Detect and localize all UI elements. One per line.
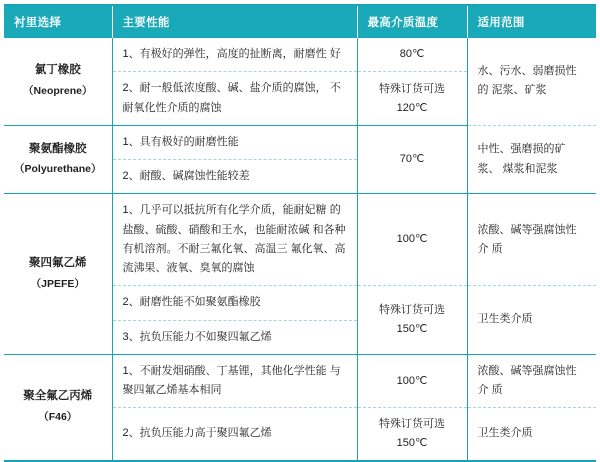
scope-cell (467, 125, 596, 194)
performance-line: 2、耐磨性能不如聚氨酯橡胶 (122, 296, 261, 309)
performance-line: 2、抗负压能力高于聚四氟乙烯 (122, 427, 272, 440)
scope-line: 质 (491, 242, 503, 255)
lining-name-cn: 聚氨酯橡胶 (29, 142, 87, 155)
lining-name-en: （Polyurethane） (14, 163, 102, 176)
scope-line: 泥浆、矿浆 (491, 84, 547, 97)
scope-line: 卫生类介质 (477, 427, 533, 440)
scope-line: 水、污水、弱磨损性的 (477, 65, 577, 97)
column-header-scope: 适用范围 (467, 5, 596, 38)
scope-line: 质 (491, 384, 503, 396)
max-temp-note: 特殊订货可选 (379, 304, 445, 317)
performance-line: 的盐酸、硫酸、硝酸和王水，也能耐浓碱 (122, 204, 341, 236)
scope-line: 浓酸、碱等强腐蚀性介 (477, 364, 577, 396)
max-temp-value: 150℃ (396, 436, 428, 449)
scope-cell (467, 194, 596, 286)
performance-cell (112, 354, 357, 408)
column-header-lining: 衬里选择 (4, 5, 112, 38)
scope-line: 浓酸、碱等强腐蚀性介 (477, 223, 577, 255)
scope-cell (467, 408, 596, 461)
max-temp-value: 80℃ (399, 48, 425, 61)
performance-cell (112, 320, 357, 354)
lining-name-cell (4, 125, 112, 194)
performance-line: 2、耐一般低浓度酸、碱、盐介质的腐蚀， (122, 82, 327, 95)
max-temp-value: 70℃ (399, 153, 425, 166)
performance-line: 和各种有机溶剂。不耐三氟化氧、高温三 (122, 223, 346, 255)
max-temp-value: 150℃ (396, 323, 428, 335)
table-row (4, 38, 596, 72)
scope-line: 煤浆和泥浆 (502, 162, 558, 175)
performance-cell (112, 72, 357, 126)
table-body (4, 38, 596, 461)
max-temp-cell (357, 72, 467, 126)
performance-line: 氟化氧、高流沸果、液氧、臭氧的腐蚀 (122, 242, 346, 274)
scope-line: 中性、强磨损的矿浆、 (477, 143, 566, 175)
max-temp-note: 特殊订货可选 (379, 82, 445, 95)
max-temp-cell (357, 286, 467, 355)
lining-name-cn: 聚全氟乙丙烯 (23, 390, 93, 403)
max-temp-value: 120℃ (396, 101, 428, 114)
performance-line: 2、耐酸、碱腐蚀性能较差 (122, 170, 250, 182)
table-header-row (4, 5, 596, 38)
performance-cell (112, 286, 357, 320)
lining-name-en: （JPEFE） (30, 277, 85, 290)
performance-line: 1、有极好的弹性，高度的扯断离，耐磨性 (122, 48, 327, 60)
table-row (4, 194, 596, 286)
column-header-max-temp: 最高介质温度 (357, 5, 467, 38)
lining-name-en: （F46） (38, 411, 78, 424)
scope-cell (467, 354, 596, 408)
max-temp-value: 100℃ (396, 233, 428, 246)
lining-name-cn: 氯丁橡胶 (34, 64, 81, 77)
performance-line: 3、抗负压能力不如聚四氟乙烯 (122, 330, 272, 343)
lining-selection-table (4, 4, 596, 462)
performance-cell (112, 194, 357, 286)
performance-cell (112, 125, 357, 159)
performance-line: 1、几乎可以抵抗所有化学介质，能耐妃糖 (122, 204, 327, 217)
performance-line: 1、不耐发烟硝酸、丁基锂，其他化学性能 (122, 364, 327, 377)
lining-name-cn: 聚四氟乙烯 (29, 257, 87, 270)
lining-name-en: （Neoprene） (23, 85, 93, 98)
max-temp-note: 特殊订货可选 (379, 418, 445, 431)
table-row (4, 125, 596, 159)
max-temp-cell (357, 125, 467, 194)
scope-cell (467, 286, 596, 355)
performance-line: 好 (329, 48, 341, 60)
lining-name-cell (4, 194, 112, 355)
scope-line: 卫生类介质 (477, 313, 533, 326)
max-temp-cell (357, 354, 467, 408)
scope-cell (467, 38, 596, 125)
performance-line: 与聚四氟乙烯基本相同 (122, 364, 341, 396)
performance-line: 1、具有极好的耐磨性能 (122, 135, 239, 148)
lining-name-cell (4, 354, 112, 460)
column-header-performance: 主要性能 (112, 5, 357, 38)
max-temp-cell (357, 408, 467, 461)
max-temp-cell (357, 194, 467, 286)
max-temp-value: 100℃ (396, 374, 428, 387)
performance-cell (112, 408, 357, 461)
lining-name-cell (4, 38, 112, 125)
performance-line: 不耐氧化性介质的腐蚀 (122, 82, 341, 114)
performance-cell (112, 160, 357, 194)
table-row (4, 354, 596, 408)
performance-cell (112, 38, 357, 72)
max-temp-cell (357, 38, 467, 72)
